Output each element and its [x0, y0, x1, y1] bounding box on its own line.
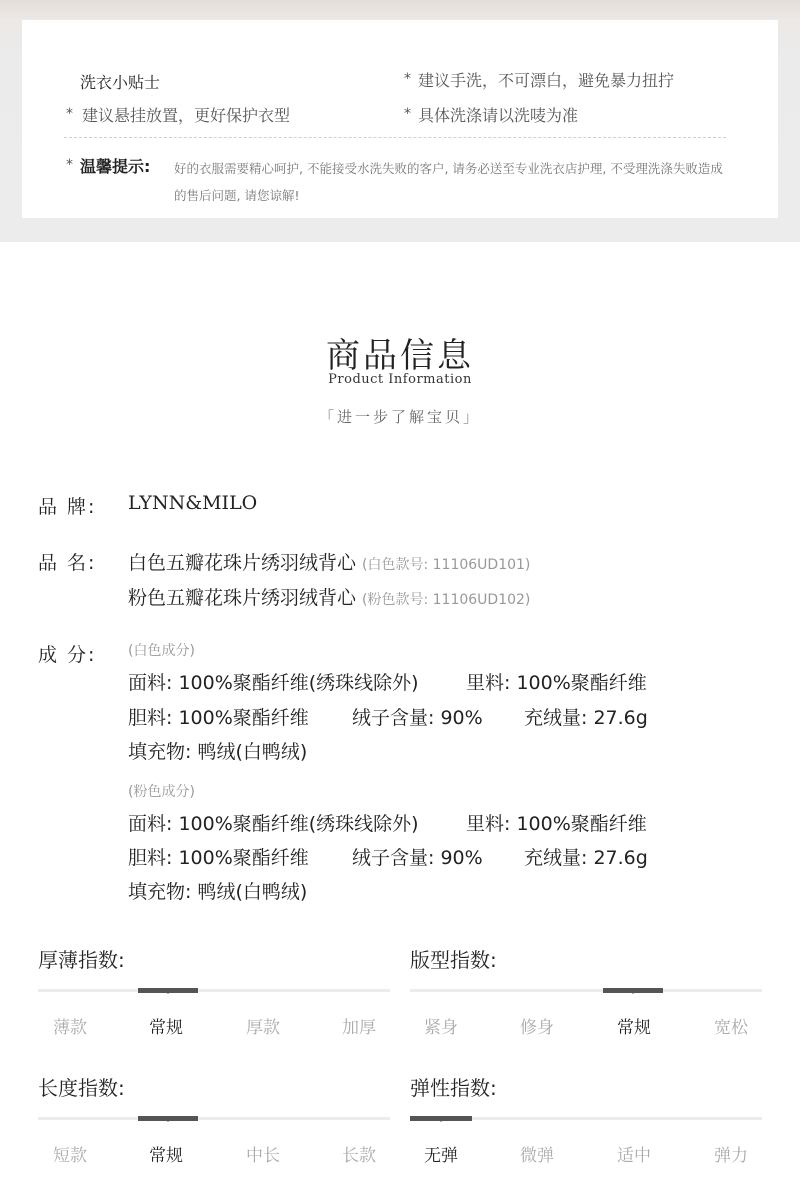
brand-value: LYNN&MILO	[128, 492, 258, 514]
care-tips-title: 洗衣小贴士	[80, 73, 161, 92]
index-option: 紧身	[424, 1018, 458, 1038]
care-divider	[64, 137, 726, 138]
care-tip: 具体洗涤请以洗唛为准	[418, 106, 579, 125]
product-name	[128, 548, 530, 575]
product-name	[128, 583, 530, 610]
section-title-en: Product Information	[328, 372, 472, 387]
composition-lining: 里料: 100%聚酯纤维	[466, 672, 647, 694]
index-option: 弹力	[714, 1146, 748, 1166]
index-option: 修身	[520, 1018, 554, 1038]
care-tip: 建议手洗，不可漂白，避免暴力扭拧	[418, 71, 675, 90]
composition-lining: 里料: 100%聚酯纤维	[466, 813, 647, 835]
composition-section-title: (粉色成分)	[128, 784, 195, 800]
composition-filling: 填充物: 鸭绒(白鸭绒)	[128, 741, 308, 763]
index-track	[410, 989, 762, 992]
index-track	[410, 1117, 762, 1120]
composition-bladder: 胆料: 100%聚酯纤维	[128, 847, 309, 869]
warm-tip-label: 温馨提示:	[80, 157, 151, 176]
index-title: 版型指数:	[410, 948, 497, 972]
index-option: 无弹	[424, 1146, 458, 1166]
index-option: 常规	[149, 1018, 183, 1038]
composition-down: 绒子含量: 90%	[352, 847, 483, 869]
index-option: 薄款	[53, 1018, 87, 1038]
product-code: (白色款号: 11106UD101)	[362, 557, 531, 573]
index-track	[38, 989, 390, 992]
composition-outer: 面料: 100%聚酯纤维(绣珠线除外)	[128, 813, 419, 835]
index-option: 微弹	[520, 1146, 554, 1166]
index-title: 弹性指数:	[410, 1076, 497, 1100]
index-track	[38, 1117, 390, 1120]
section-title: 商品信息	[326, 336, 474, 376]
index-title: 长度指数:	[38, 1076, 125, 1100]
care-tips-card	[22, 20, 778, 218]
composition-fill-weight: 充绒量: 27.6g	[524, 847, 648, 869]
tip-bullet: *	[66, 106, 73, 122]
tip-bullet: *	[404, 106, 411, 122]
index-option: 常规	[617, 1018, 651, 1038]
product-name-text: 白色五瓣花珠片绣羽绒背心	[128, 552, 357, 574]
composition-bladder: 胆料: 100%聚酯纤维	[128, 707, 309, 729]
composition-outer: 面料: 100%聚酯纤维(绣珠线除外)	[128, 672, 419, 694]
index-option: 长款	[342, 1146, 376, 1166]
section-subtitle: 「进一步了解宝贝」	[318, 408, 481, 426]
tip-bullet: *	[66, 157, 73, 173]
warm-tip-text: 好的衣服需要精心呵护, 不能接受水洗失败的客户, 请务必送至专业洗衣店护理, 不受理洗涤失败造成的售后问题, 请您谅解!	[174, 161, 723, 203]
composition-fill-weight: 充绒量: 27.6g	[524, 707, 648, 729]
composition-filling: 填充物: 鸭绒(白鸭绒)	[128, 881, 308, 903]
index-marker	[164, 1118, 172, 1122]
index-title: 厚薄指数:	[38, 948, 125, 972]
index-option: 常规	[149, 1146, 183, 1166]
name-label: 品 名:	[38, 552, 97, 574]
tip-bullet: *	[404, 71, 411, 87]
brand-label: 品 牌:	[38, 496, 97, 518]
product-code: (粉色款号: 11106UD102)	[362, 592, 531, 608]
composition-down: 绒子含量: 90%	[352, 707, 483, 729]
product-name-text: 粉色五瓣花珠片绣羽绒背心	[128, 587, 357, 609]
index-option: 厚款	[246, 1018, 280, 1038]
index-marker	[164, 990, 172, 994]
index-option: 加厚	[342, 1018, 376, 1038]
index-option: 宽松	[714, 1018, 748, 1038]
composition-label: 成 分:	[38, 644, 97, 666]
index-marker	[629, 990, 637, 994]
index-marker	[437, 1118, 445, 1122]
index-option: 中长	[246, 1146, 280, 1166]
index-option: 适中	[617, 1146, 651, 1166]
composition-section-title: (白色成分)	[128, 643, 195, 659]
index-option: 短款	[53, 1146, 87, 1166]
care-tip: 建议悬挂放置，更好保护衣型	[82, 106, 291, 125]
